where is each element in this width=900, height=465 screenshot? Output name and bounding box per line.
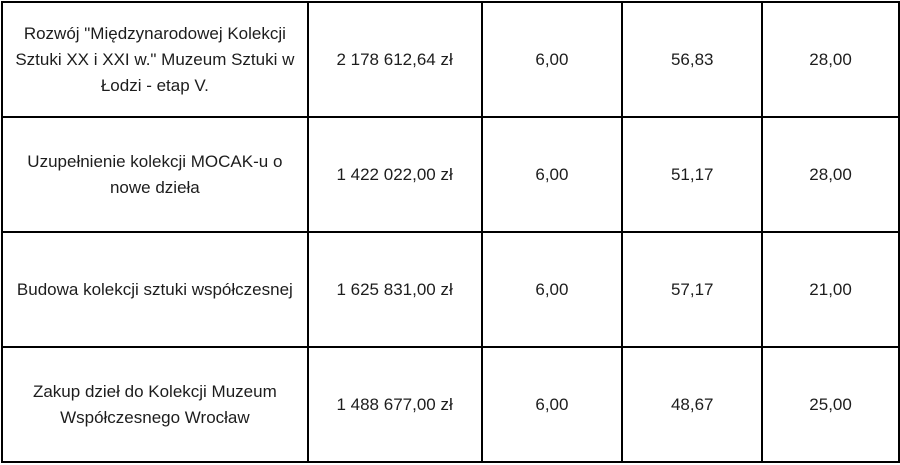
table-row — [2, 232, 899, 347]
value-cell: 48,67 — [622, 347, 762, 462]
value-cell: 21,00 — [762, 232, 899, 347]
value-cell: 57,17 — [622, 232, 762, 347]
projects-table — [1, 1, 900, 463]
amount-cell: 1 488 677,00 zł — [308, 347, 482, 462]
value-cell: 28,00 — [762, 117, 899, 232]
table-row — [2, 117, 899, 232]
amount-cell: 1 625 831,00 zł — [308, 232, 482, 347]
project-name-cell: Zakup dzieł do Kolekcji Muzeum Współczesnego Wrocław — [2, 347, 308, 462]
value-cell: 6,00 — [482, 232, 623, 347]
table-row — [2, 347, 899, 462]
value-cell: 6,00 — [482, 117, 623, 232]
value-cell: 6,00 — [482, 347, 623, 462]
value-cell: 28,00 — [762, 2, 899, 117]
table-row — [2, 2, 899, 117]
project-name-cell: Uzupełnienie kolekcji MOCAK-u o nowe dzieła — [2, 117, 308, 232]
project-name-cell: Budowa kolekcji sztuki współczesnej — [2, 232, 308, 347]
value-cell: 51,17 — [622, 117, 762, 232]
value-cell: 56,83 — [622, 2, 762, 117]
project-name-cell: Rozwój "Międzynarodowej Kolekcji Sztuki XX i XXI w." Muzeum Sztuki w Łodzi - etap V. — [2, 2, 308, 117]
value-cell: 6,00 — [482, 2, 623, 117]
value-cell: 25,00 — [762, 347, 899, 462]
amount-cell: 1 422 022,00 zł — [308, 117, 482, 232]
amount-cell: 2 178 612,64 zł — [308, 2, 482, 117]
